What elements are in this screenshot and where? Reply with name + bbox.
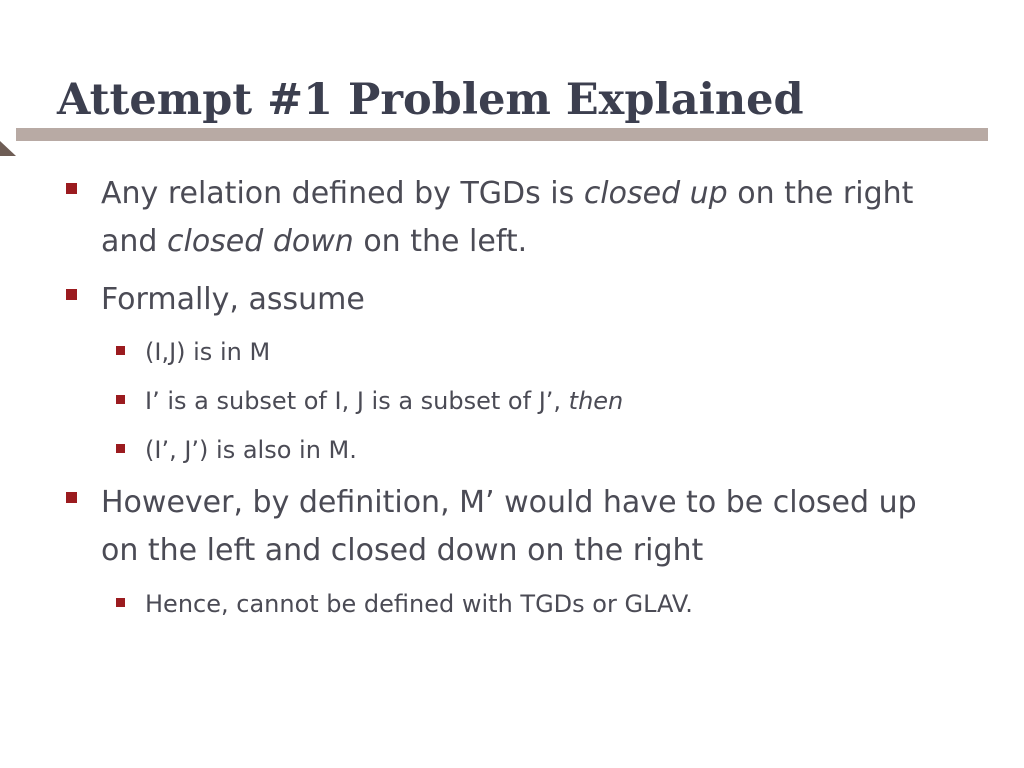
sub-bullet-text: I’ is a subset of I, J is a subset of J’, [145,387,569,415]
sub-bullet-text: Hence, cannot be defined with TGDs or GLAV. [145,590,693,618]
slide-title: Attempt #1 Problem Explained [57,75,804,125]
bullet-text: However, by definition, M’ would have to be closed up on the left and closed down on the right [101,485,917,568]
bullet-text: on the right and [101,176,914,259]
sub-bullet-item [145,385,965,417]
bullet-text: Formally, assume [101,282,365,317]
sub-bullet-item [145,588,965,620]
sub-bullet-text: (I,J) is in M [145,338,271,366]
sub-bullet-text-italic: then [568,387,624,415]
bullet-item [101,276,961,324]
square-bullet-icon [116,395,125,404]
square-bullet-icon [66,492,77,503]
sub-bullet-text: (I’, J’) is also in M. [145,436,357,464]
sub-bullet-item [145,336,965,368]
square-bullet-icon [116,346,125,355]
sub-bullet-item [145,434,965,466]
bullet-item [101,170,961,266]
square-bullet-icon [116,598,125,607]
bullet-item [101,479,961,575]
bullet-text: Any relation defined by TGDs is [101,176,584,211]
square-bullet-icon [66,183,77,194]
bullet-text-italic: closed up [583,176,728,211]
bullet-text: on the left. [353,224,528,259]
square-bullet-icon [66,289,77,300]
bullet-text-italic: closed down [166,224,354,259]
square-bullet-icon [116,444,125,453]
